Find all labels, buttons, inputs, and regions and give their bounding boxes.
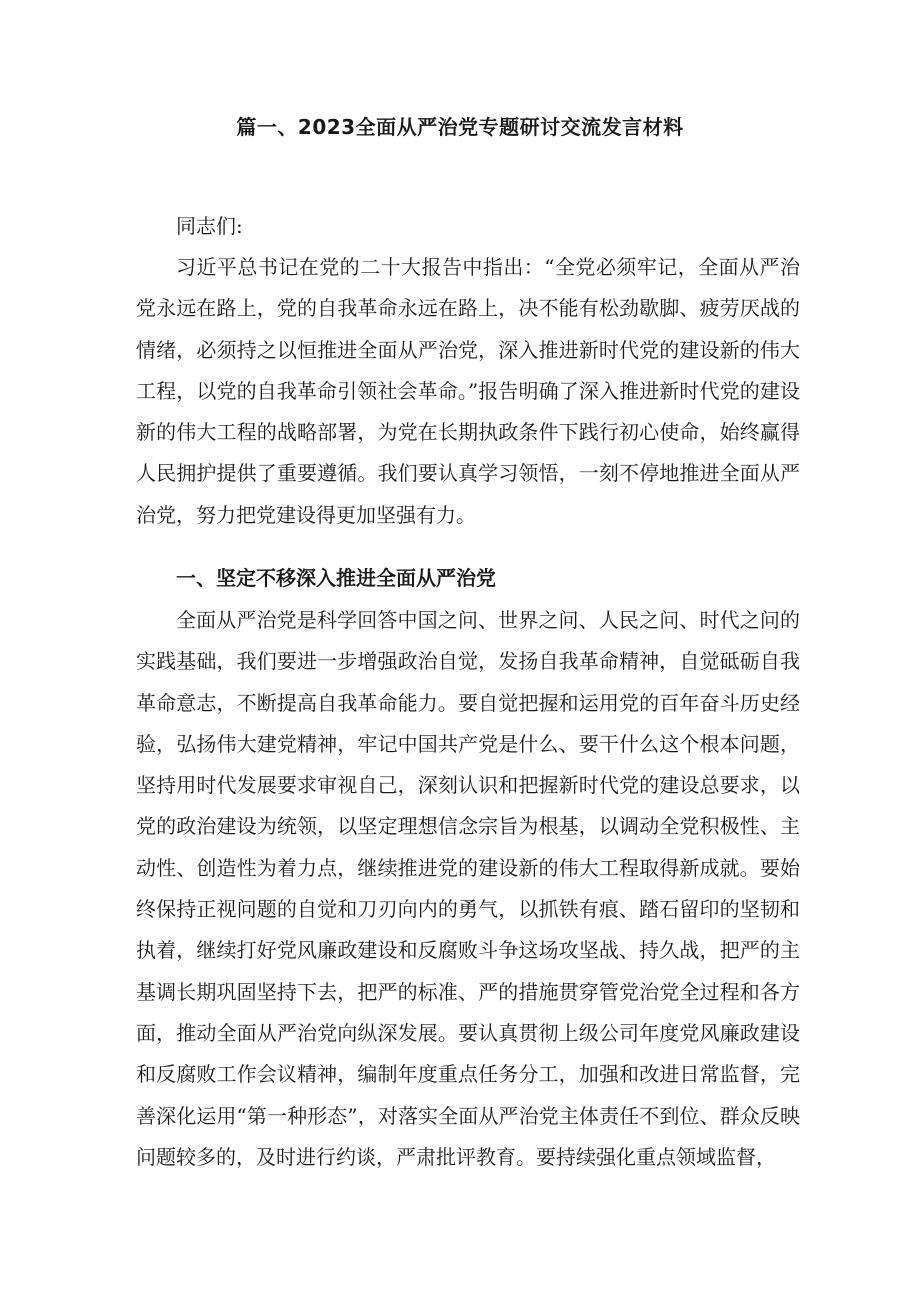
salutation: 同志们: <box>176 214 243 238</box>
section-heading: 一、坚定不移深入推进全面从严治党 <box>176 566 496 590</box>
document-title: 篇一、2023全面从严治党专题研讨交流发言材料 <box>236 115 684 139</box>
paragraph-body: 全面从严治党是科学回答中国之问、世界之问、人民之问、时代之问的实践基础，我们要进一步增强政治自觉，发扬自我革命精神，自觉砥砺自我革命意志，不断提高自我革命能力。要自觉把握和运用党的百年奋斗历史经验，弘扬伟大建党精神，牢记中国共产党是什么、要干什么这个根本问题，坚持用时代发展要求审视自己，深刻认识和把握新时代党的建设总要求，以党的政治建设为统领，以坚定理想信念宗旨为根基，以调动全党积极性、主动性、创造性为着力点，继续推进党的建设新的伟大工程取得新成就。要始终保持正视问题的自觉和刀刃向内的勇气，以抓铁有痕、踏石留印的坚韧和执着，继续打好党风廉政建设和反腐败斗争这场攻坚战、持久战，把严的主基调长期巩固坚持下去，把严的标准、严的措施贯穿管党治党全过程和各方面，推动全面从严治党向纵深发展。要认真贯彻上级公司年度党风廉政建设和反腐败工作会议精神，编制年度重点任务分工，加强和改进日常监督，完善深化运用“第一种形态”，对落实全面从严治党主体责任不到位、群众反映问题较多的，及时进行约谈，严肃批评教育。要持续强化重点领域监督， <box>136 608 800 1169</box>
paragraph-intro: 习近平总书记在党的二十大报告中指出：“全党必须牢记，全面从严治党永远在路上，党的自我革命永远在路上，决不能有松劲歇脚、疲劳厌战的情绪，必须持之以恒推进全面从严治党，深入推进新时代党的建设新的伟大工程，以党的自我革命引领社会革命。”报告明确了深入推进新时代党的建设新的伟大工程的战略部署，为党在长期执政条件下践行初心使命，始终赢得人民拥护提供了重要遵循。我们要认真学习领悟，一刻不停地推进全面从严治党，努力把党建设得更加坚强有力。 <box>136 255 800 527</box>
